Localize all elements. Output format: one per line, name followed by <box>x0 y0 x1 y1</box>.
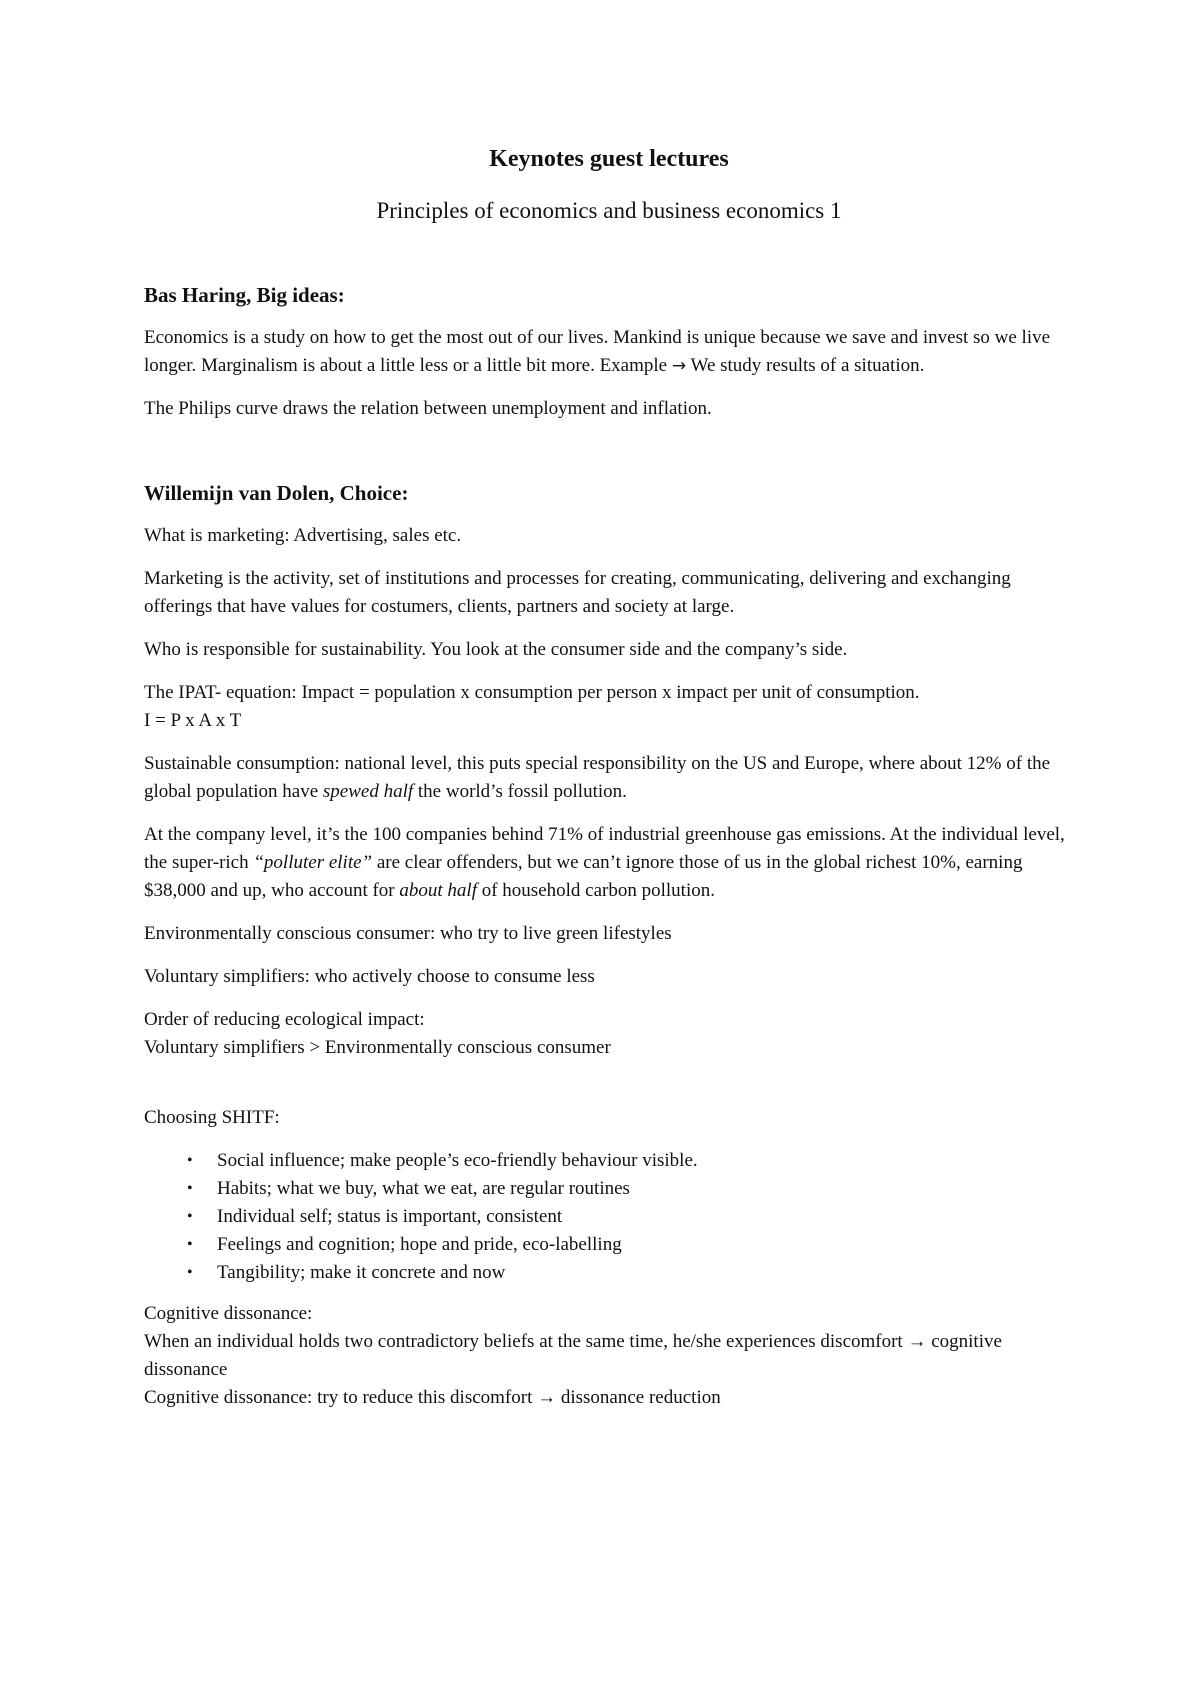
ipat-formula: I = P x A x T <box>144 710 242 731</box>
emphasis-spewed-half: spewed half <box>322 781 414 802</box>
paragraph-environmentally-conscious: Environmentally conscious consumer: who try to live green lifestyles <box>144 923 672 944</box>
paragraph-cognitive-dissonance <box>144 1300 1074 1412</box>
cognitive-dissonance-heading: Cognitive dissonance: <box>144 1303 313 1324</box>
sustainable-consumption-text-end: the world’s fossil pollution. <box>417 781 627 802</box>
order-heading-text: Order of reducing ecological impact: <box>144 1009 425 1030</box>
company-level-text: At the company level, it’s the 100 companies behind 71% of industrial greenhouse gas emissions. At the individual level, the super-rich <box>144 824 1065 873</box>
paragraph-choosing-shitf: Choosing SHITF: <box>144 1107 280 1128</box>
list-item-text: Feelings and cognition; hope and pride, eco-labelling <box>217 1234 622 1255</box>
sustainable-consumption-text: Sustainable consumption: national level, this puts special responsibility on the US and Europe, where about 12% of the global population have <box>144 753 1051 802</box>
list-item-text: Individual self; status is important, consistent <box>217 1206 563 1227</box>
cognitive-dissonance-reduction: Cognitive dissonance: try to reduce this discomfort → dissonance reduction <box>144 1387 721 1408</box>
list-item-text: Habits; what we buy, what we eat, are regular routines <box>217 1178 630 1199</box>
paragraph-company-level <box>144 821 1074 905</box>
list-item <box>187 1175 1074 1203</box>
paragraph-marketing-definition: Marketing is the activity, set of institutions and processes for creating, communicating, delivering and exchanging offerings that have values for costumers, clients, partners and society at large. <box>144 568 1011 617</box>
bullet-icon: • <box>187 1152 193 1169</box>
bullet-icon: • <box>187 1208 193 1225</box>
list-item <box>187 1203 1074 1231</box>
paragraph-economics-text: Economics is a study on how to get the most out of our lives. Mankind is unique because we save and invest so we live longer. Marginalism is about a little less or a little bit more. Example <box>144 327 1051 376</box>
paragraph-sustainability-responsibility: Who is responsible for sustainability. You look at the consumer side and the company’s side. <box>144 639 848 660</box>
list-item <box>187 1231 1074 1259</box>
list-item-text: Tangibility; make it concrete and now <box>217 1262 506 1283</box>
document-title: Keynotes guest lectures <box>489 146 729 172</box>
paragraph-order-ecological-impact <box>144 1006 1074 1062</box>
emphasis-about-half: about half <box>399 880 477 901</box>
bullet-icon: • <box>187 1264 193 1281</box>
company-level-text-end: of household carbon pollution. <box>481 880 715 901</box>
paragraph-sustainable-consumption <box>144 750 1074 806</box>
list-item <box>187 1147 1074 1175</box>
company-level-text-middle: are clear offenders, but we can’t ignore those of us in the global richest 10%, earning $38,000 and up, who account for <box>144 852 1023 901</box>
document-body <box>144 143 1074 1427</box>
bullet-icon: • <box>187 1180 193 1197</box>
section-heading-bas-haring: Bas Haring, Big ideas: <box>144 283 345 307</box>
list-item <box>187 1259 1074 1287</box>
paragraph-economics <box>144 324 1074 380</box>
section-heading-van-dolen: Willemijn van Dolen, Choice: <box>144 481 409 505</box>
list-item-text: Social influence; make people’s eco-friendly behaviour visible. <box>217 1150 698 1171</box>
paragraph-voluntary-simplifiers: Voluntary simplifiers: who actively choose to consume less <box>144 966 595 987</box>
paragraph-philips-curve: The Philips curve draws the relation between unemployment and inflation. <box>144 398 712 419</box>
arrow-right-icon: → <box>671 356 687 376</box>
paragraph-what-is-marketing: What is marketing: Advertising, sales etc. <box>144 525 462 546</box>
cognitive-dissonance-definition: When an individual holds two contradictory beliefs at the same time, he/she experiences discomfort → cognitive dissonance <box>144 1331 1002 1380</box>
bullet-icon: • <box>187 1236 193 1253</box>
paragraph-economics-text-end: We study results of a situation. <box>690 355 925 376</box>
ipat-equation-text: The IPAT- equation: Impact = population x consumption per person x impact per unit of consumption. <box>144 682 920 703</box>
document-subtitle: Principles of economics and business economics 1 <box>376 198 842 223</box>
shitf-bullet-list <box>144 1147 1074 1287</box>
order-ranking-text: Voluntary simplifiers > Environmentally conscious consumer <box>144 1037 611 1058</box>
paragraph-ipat-equation <box>144 679 1074 735</box>
emphasis-polluter-elite: “polluter elite” <box>253 852 373 873</box>
